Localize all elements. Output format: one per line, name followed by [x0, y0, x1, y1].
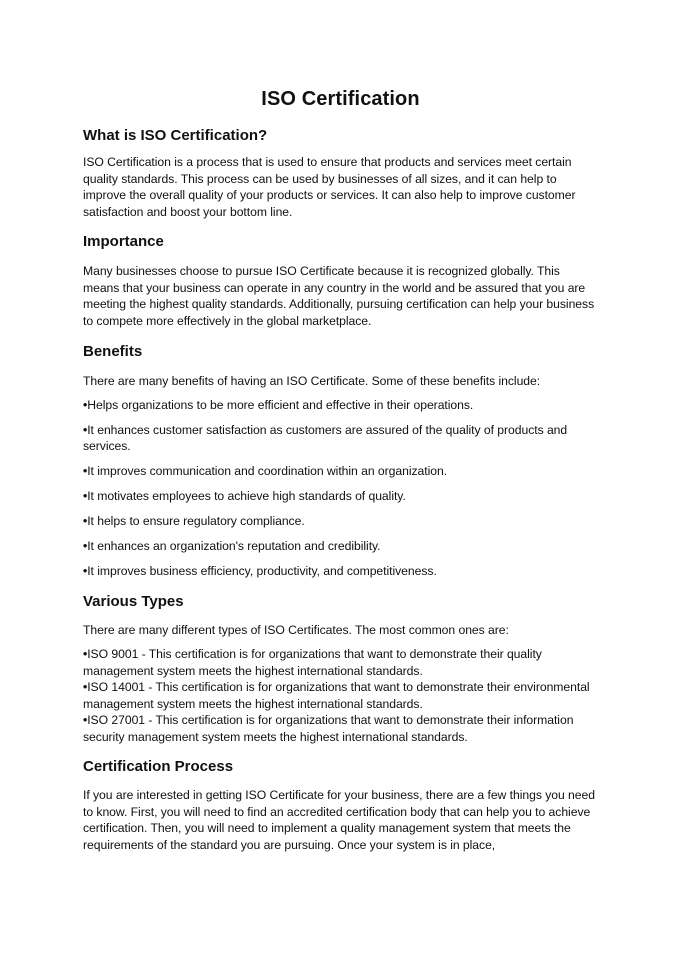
list-item-benefit	[83, 397, 598, 414]
page-title: ISO Certification	[261, 88, 420, 110]
list-item-type	[83, 646, 598, 679]
bullet-icon: •	[83, 514, 88, 528]
paragraph-what-is-iso: ISO Certification is a process that is used to ensure that products and services meet certain quality standards. This process can be used by businesses of all sizes, and it can help to improve the overall quality of your products or services. It can also help to improve customer satisfaction and boost your bottom line.	[83, 155, 576, 219]
list-item-benefit	[83, 538, 598, 555]
heading-importance: Importance	[83, 233, 164, 250]
types-list	[83, 646, 598, 745]
list-item-benefit	[83, 422, 598, 455]
paragraph-certification-process: If you are interested in getting ISO Certificate for your business, there are a few things you need to know. First, you will need to find an accredited certification body that can help you to achieve certification. Then, you will need to implement a quality management system that meets the requirements of the standard you are pursuing. Once your system is in place,	[83, 788, 595, 852]
list-item-text: ISO 9001 - This certification is for organizations that want to demonstrate their quality management system meets the highest international standards.	[83, 647, 542, 678]
bullet-icon: •	[83, 397, 88, 412]
paragraph-benefits-intro: There are many benefits of having an ISO Certificate. Some of these benefits include:	[83, 374, 541, 388]
bullet-icon: •	[83, 422, 88, 437]
bullet-icon: •	[83, 647, 88, 661]
list-item-benefit	[83, 513, 598, 530]
list-item-text: It improves business efficiency, productivity, and competitiveness.	[87, 564, 437, 578]
list-item-text: It motivates employees to achieve high standards of quality.	[87, 489, 406, 503]
benefits-list	[83, 397, 598, 580]
list-item-benefit	[83, 463, 598, 480]
list-item-text: It improves communication and coordination within an organization.	[87, 464, 448, 478]
list-item-type	[83, 712, 598, 745]
paragraph-importance: Many businesses choose to pursue ISO Certificate because it is recognized globally. This means that your business can operate in any country in the world and be assured that you are meeting the highest quality standards. Additionally, pursuing certification can help your business to compete more effectively in the global marketplace.	[83, 264, 595, 328]
heading-what-is-iso: What is ISO Certification?	[83, 127, 268, 144]
bullet-icon: •	[83, 680, 88, 694]
bullet-icon: •	[83, 713, 88, 727]
heading-various-types: Various Types	[83, 592, 184, 610]
list-item-text: It helps to ensure regulatory compliance.	[87, 514, 305, 528]
heading-benefits: Benefits	[83, 343, 143, 360]
heading-certification-process: Certification Process	[83, 758, 234, 775]
list-item-text: ISO 14001 - This certification is for organizations that want to demonstrate their environmental management system meets the highest international standards.	[83, 680, 590, 711]
bullet-icon: •	[83, 539, 88, 553]
bullet-icon: •	[83, 564, 88, 578]
list-item-text: ISO 27001 - This certification is for organizations that want to demonstrate their information security management system meets the highest international standards.	[83, 713, 574, 744]
list-item-text: It enhances an organization's reputation and credibility.	[87, 539, 381, 553]
bullet-icon: •	[83, 489, 88, 503]
list-item-text: Helps organizations to be more efficient and effective in their operations.	[87, 397, 474, 412]
list-item-benefit	[83, 488, 598, 505]
bullet-icon: •	[83, 464, 88, 478]
list-item-benefit	[83, 563, 598, 580]
list-item-text: It enhances customer satisfaction as customers are assured of the quality of products and services.	[83, 422, 568, 453]
list-item-type	[83, 679, 598, 712]
paragraph-types-intro: There are many different types of ISO Certificates. The most common ones are:	[83, 622, 509, 637]
